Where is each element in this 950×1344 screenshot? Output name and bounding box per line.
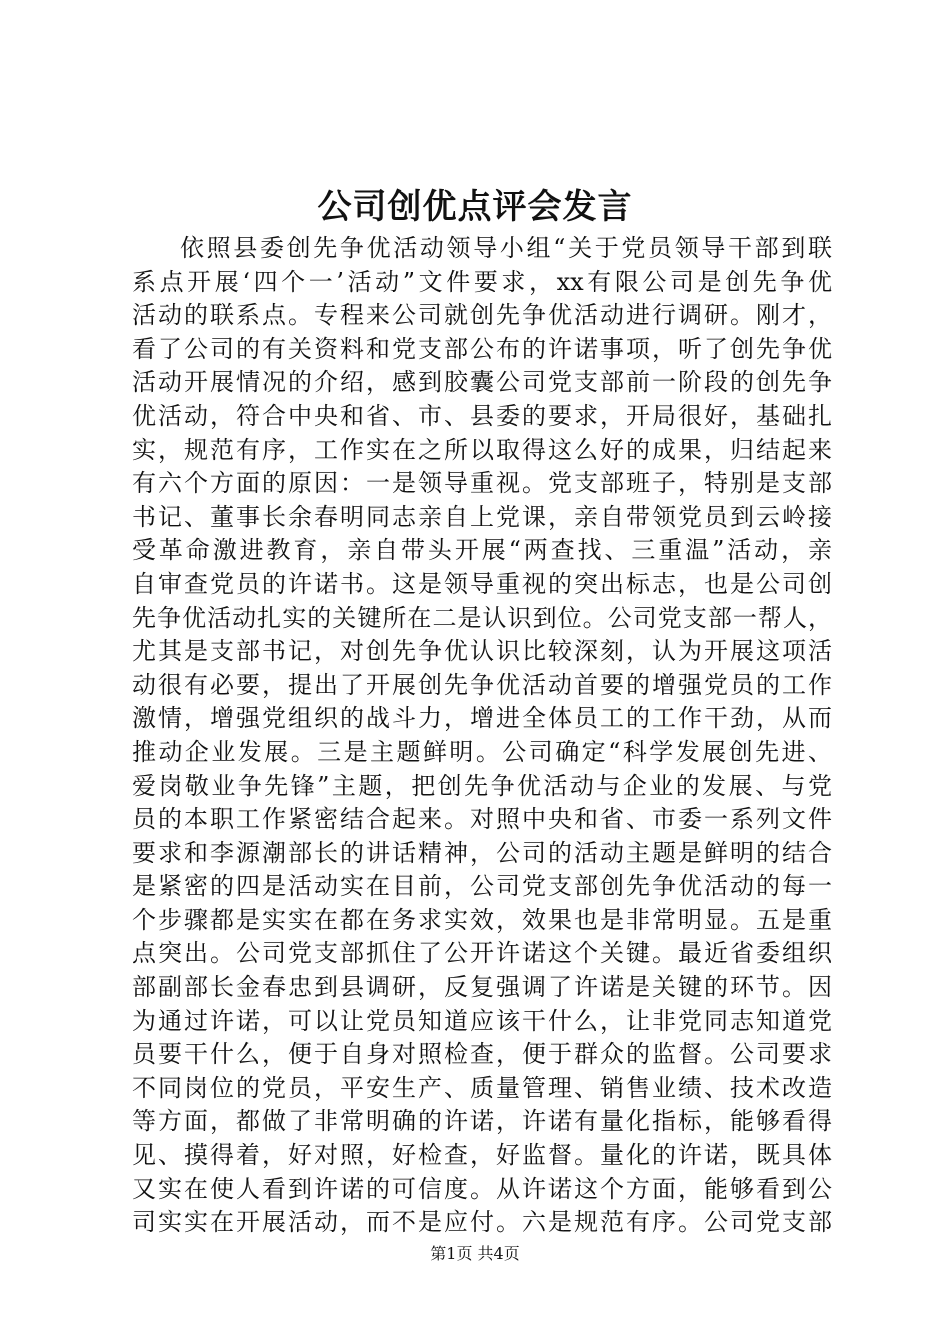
body-line: 依照县委创先争优活动领导小组“关于党员领导干部到联 bbox=[180, 234, 832, 262]
body-line: 司实实在开展活动，而不是应付。六是规范有序。公司党支部 bbox=[132, 1208, 832, 1237]
body-line: 又实在使人看到许诺的可信度。从许诺这个方面，能够看到公 bbox=[132, 1174, 832, 1203]
body-line: 动很有必要，提出了开展创先争优活动首要的增强党员的工作 bbox=[132, 670, 832, 699]
body-line: 点突出。公司党支部抓住了公开许诺这个关键。最近省委组织 bbox=[132, 939, 832, 968]
page-footer: 第1页 共4页 bbox=[430, 1244, 520, 1263]
body-line: 系点开展‘四个一’活动”文件要求，xx有限公司是创先争优 bbox=[132, 267, 832, 296]
body-line: 激情，增强党组织的战斗力，增进全体员工的工作干劲，从而 bbox=[132, 704, 832, 733]
body-line: 是紧密的四是活动实在目前，公司党支部创先争优活动的每一 bbox=[132, 872, 832, 901]
body-line: 等方面，都做了非常明确的许诺，许诺有量化指标，能够看得 bbox=[132, 1107, 832, 1136]
body-line: 推动企业发展。三是主题鲜明。公司确定“科学发展创先进、 bbox=[132, 737, 832, 766]
body-line: 爱岗敬业争先锋”主题，把创先争优活动与企业的发展、与党 bbox=[132, 771, 832, 800]
body-line: 员要干什么，便于自身对照检查，便于群众的监督。公司要求 bbox=[132, 1040, 832, 1069]
body-line: 尤其是支部书记，对创先争优认识比较深刻，认为开展这项活 bbox=[132, 637, 832, 666]
body-line: 受革命激进教育，亲自带头开展“两查找、三重温”活动，亲 bbox=[132, 536, 832, 565]
body-line: 个步骤都是实实在都在务求实效，效果也是非常明显。五是重 bbox=[132, 905, 832, 934]
body-line: 见、摸得着，好对照，好检查，好监督。量化的许诺，既具体 bbox=[132, 1141, 832, 1170]
body-line: 活动的联系点。专程来公司就创先争优活动进行调研。刚才， bbox=[132, 301, 832, 330]
body-line: 有六个方面的原因：一是领导重视。党支部班子，特别是支部 bbox=[132, 469, 832, 498]
body-line: 优活动，符合中央和省、市、县委的要求，开局很好，基础扎 bbox=[132, 401, 832, 430]
body-line: 不同岗位的党员，平安生产、质量管理、销售业绩、技术改造 bbox=[132, 1073, 832, 1102]
body-line: 要求和李源潮部长的讲话精神，公司的活动主题是鲜明的结合 bbox=[132, 838, 832, 867]
body-line: 员的本职工作紧密结合起来。对照中央和省、市委一系列文件 bbox=[132, 805, 832, 834]
body-line: 看了公司的有关资料和党支部公布的许诺事项，听了创先争优 bbox=[132, 334, 832, 363]
body-line: 为通过许诺，可以让党员知道应该干什么，让非党同志知道党 bbox=[132, 1006, 832, 1035]
page-title: 公司创优点评会发言 bbox=[317, 187, 633, 227]
body-text bbox=[132, 232, 832, 1240]
body-line: 先争优活动扎实的关键所在二是认识到位。公司党支部一帮人， bbox=[132, 603, 832, 632]
body-line: 自审查党员的许诺书。这是领导重视的突出标志，也是公司创 bbox=[132, 569, 832, 598]
body-line: 部副部长金春忠到县调研，反复强调了许诺是关键的环节。因 bbox=[132, 973, 832, 1002]
body-line: 活动开展情况的介绍，感到胶囊公司党支部前一阶段的创先争 bbox=[132, 368, 832, 397]
body-line: 书记、董事长余春明同志亲自上党课，亲自带领党员到云岭接 bbox=[132, 502, 832, 531]
body-line: 实，规范有序，工作实在之所以取得这么好的成果，归结起来 bbox=[132, 435, 832, 464]
